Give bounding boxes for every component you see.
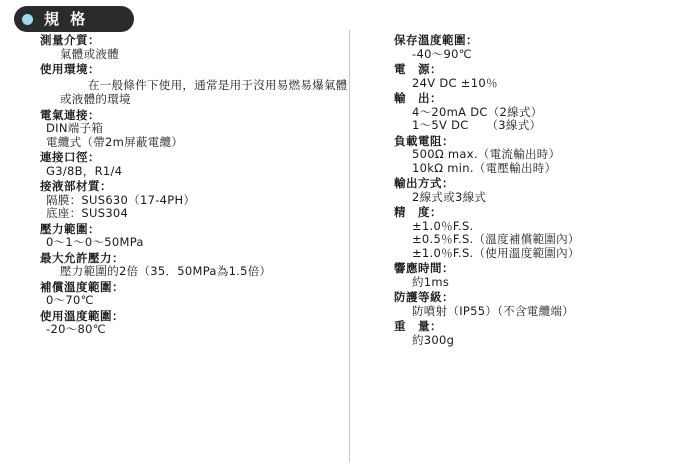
column-divider <box>349 30 350 462</box>
spec-value: 約300g <box>412 332 455 347</box>
spec-item-operating-environment <box>0 62 348 107</box>
bullet-dot-icon <box>22 14 33 25</box>
spec-list-right <box>352 33 700 348</box>
spec-item-measured-medium <box>0 33 348 61</box>
spec-value: 底座：SUS304 <box>46 206 129 221</box>
spec-value: 隔膜：SUS630（17-4PH） <box>46 192 196 207</box>
spec-label: 電氣連接： <box>40 107 100 122</box>
spec-item-port-size <box>0 150 348 178</box>
spec-value: 氣體或液體 <box>60 46 119 61</box>
spec-label: 電 源： <box>394 62 442 76</box>
spec-label: 壓力範圍： <box>40 221 100 236</box>
spec-value: 在一般條件下使用，通常是用于沒用易燃易爆氣體或液體的環境 <box>60 77 348 106</box>
spec-value: ±0.5％F.S.（溫度補償範圍內） <box>412 232 580 246</box>
spec-value: 電纜式（帶2m屏蔽電纜） <box>46 134 184 149</box>
spec-label: 補償溫度範圍： <box>40 279 124 294</box>
spec-item-load-resistance <box>352 134 700 176</box>
spec-label: 最大允許壓力： <box>40 250 124 265</box>
spec-label: 精 度： <box>394 205 442 219</box>
spec-value: 24V DC ±10％ <box>412 75 498 90</box>
spec-label: 負載電阻： <box>394 133 454 148</box>
spec-label: 保存溫度範圍： <box>394 33 478 47</box>
spec-value: ±1.0％F.S.（使用溫度範圍內） <box>412 245 580 260</box>
spec-item-accuracy <box>352 205 700 260</box>
spec-header <box>14 6 134 32</box>
spec-label: 使用溫度範圍： <box>40 308 124 323</box>
spec-value: -40～90℃ <box>412 46 472 61</box>
spec-value: 約1ms <box>412 274 450 289</box>
spec-value: -20～80℃ <box>46 322 106 337</box>
spec-item-pressure-range <box>0 222 348 250</box>
spec-value: DIN端子箱 <box>46 121 104 136</box>
spec-label: 使用環境： <box>40 62 100 76</box>
spec-item-weight <box>352 319 700 347</box>
spec-item-wetted-material <box>0 179 348 221</box>
spec-item-protection-class <box>352 290 700 318</box>
spec-label: 接液部材質： <box>40 179 112 194</box>
spec-item-power-supply <box>352 62 700 90</box>
spec-item-electrical-connection <box>0 108 348 150</box>
spec-label: 輸出方式： <box>394 176 454 190</box>
spec-value: 1～5V DC （3線式） <box>412 118 542 132</box>
spec-value: 2線式或3線式 <box>412 189 487 204</box>
page-title: 規 格 <box>44 10 89 28</box>
spec-item-storage-temp-range <box>352 33 700 61</box>
spec-value: 0～1～0～50MPa <box>46 235 144 250</box>
spec-label: 響應時間： <box>394 261 454 275</box>
spec-label: 測量介質： <box>40 33 100 47</box>
spec-label: 輸 出： <box>394 91 442 105</box>
spec-value: 0～70℃ <box>46 293 94 308</box>
spec-label: 重 量： <box>394 319 442 333</box>
spec-value: 10kΩ min.（電壓輸出時） <box>412 160 557 175</box>
spec-label: 防護等級： <box>394 290 454 304</box>
spec-value: 防噴射（IP55）（不含電纜端） <box>412 303 575 318</box>
spec-value: 壓力範圍的2倍（35．50MPa為1.5倍） <box>60 264 272 279</box>
spec-list-left <box>0 33 348 338</box>
spec-value: ±1.0％F.S. <box>412 218 474 233</box>
spec-item-compensated-temp-range <box>0 280 348 308</box>
spec-value: G3/8B，R1/4 <box>46 163 123 178</box>
spec-label: 連接口徑： <box>40 150 100 165</box>
spec-item-output <box>352 91 700 133</box>
spec-item-operating-temp-range <box>0 309 348 337</box>
spec-value: 4～20mA DC（2線式） <box>412 104 543 119</box>
spec-item-response-time <box>352 261 700 289</box>
spec-item-output-mode <box>352 176 700 204</box>
spec-item-max-pressure <box>0 251 348 279</box>
spec-value: 500Ω max.（電流輸出時） <box>412 147 561 161</box>
